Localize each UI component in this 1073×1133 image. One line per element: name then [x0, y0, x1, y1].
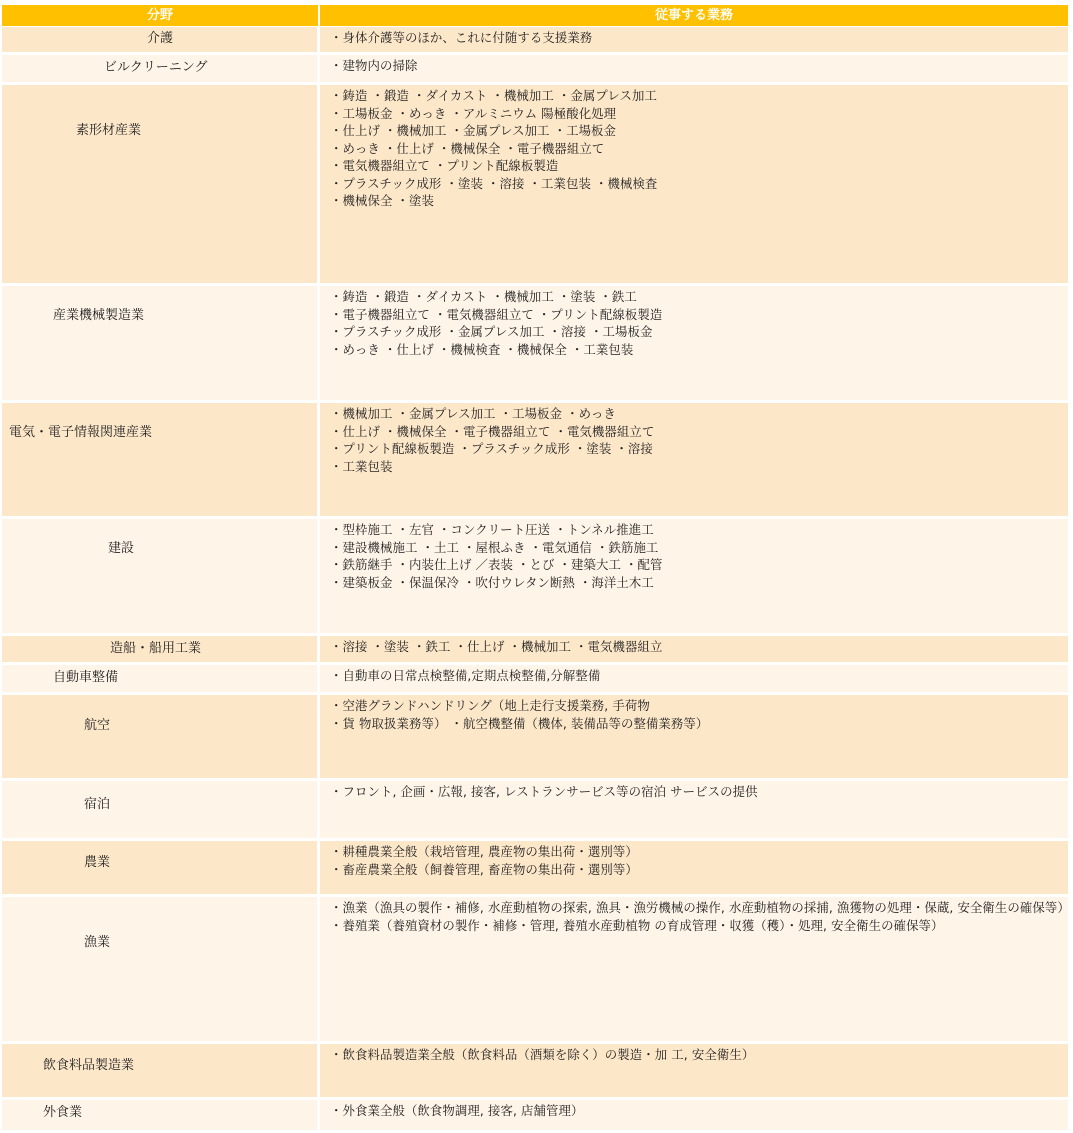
task-line: ・機械保全 ・塗装 [330, 193, 434, 208]
task-line: ・フロント, 企画・広報, 接客, レストランサービス等の宿泊 サービスの提供 [330, 784, 758, 799]
table-row [2, 636, 1068, 665]
task-line: ・漁業（漁具の製作・補修, 水産動植物の探索, 漁具・漁労機械の操作, 水産動植物の採捕, 漁獲物の処理・保蔵, 安全衛生の確保等） [330, 900, 1070, 915]
task-line: ・建設機械施工 ・土工 ・屋根ふき ・電気通信 ・鉄筋施工 [330, 539, 659, 555]
tasks-cell [320, 781, 1068, 838]
task-line: ・建物内の掃除 [330, 58, 418, 73]
field-cell [2, 403, 320, 516]
tasks-cell [320, 1100, 1068, 1130]
task-line: ・電気機器組立て ・プリント配線板製造 [330, 158, 559, 173]
field-cell [2, 636, 320, 662]
table-row [2, 27, 1068, 55]
task-line: ・電子機器組立て ・電気機器組立て ・プリント配線板製造 [330, 306, 663, 322]
task-line: ・耕種農業全般（栽培管理, 農産物の集出荷・選別等） [330, 844, 638, 859]
table-row [2, 85, 1068, 286]
tasks-cell [320, 695, 1068, 778]
task-line: ・型枠施工 ・左官 ・コンクリート圧送 ・トンネル推進工 [330, 522, 654, 537]
field-cell [2, 1044, 320, 1097]
table-row [2, 286, 1068, 403]
table-row [2, 1044, 1068, 1100]
task-line: ・めっき ・仕上げ ・機械検査 ・機械保全 ・工業包装 [330, 341, 634, 357]
task-line: ・鋳造 ・鍛造 ・ダイカスト ・機械加工 ・塗装 ・鉄工 [330, 289, 637, 304]
field-cell [2, 695, 320, 778]
task-line: ・溶接 ・塗装 ・鉄工 ・仕上げ ・機械加工 ・電気機器組立 [330, 639, 663, 654]
task-line: ・空港グランドハンドリング（地上走行支援業務, 手荷物 [330, 698, 650, 713]
field-cell [2, 781, 320, 838]
field-label: 飲食料品製造業 [43, 1058, 135, 1073]
task-line: ・プリント配線板製造 ・プラスチック成形 ・塗装 ・溶接 [330, 441, 653, 456]
tasks-cell [320, 286, 1068, 400]
table-row [2, 519, 1068, 636]
task-line: ・養殖業（養殖資材の製作・補修・管理, 養殖水産動植物 の育成管理・収獲（穫）・処理, 安全衛生の確保等） [330, 917, 944, 933]
field-label: 建設 [108, 541, 135, 556]
tasks-cell [320, 665, 1068, 692]
task-line: ・工業包装 [330, 458, 393, 474]
header-tasks: 従事する業務 [654, 8, 733, 23]
field-cell [2, 665, 320, 692]
table-row [2, 55, 1068, 85]
table-row [2, 665, 1068, 695]
field-label: 自動車整備 [53, 670, 119, 685]
table-row [2, 781, 1068, 841]
field-label: 介護 [147, 31, 174, 46]
task-line: ・プラスチック成形 ・金属プレス加工 ・溶接 ・工場板金 [330, 324, 653, 339]
field-label: 造船・船用工業 [110, 641, 202, 656]
tasks-cell [320, 27, 1068, 52]
field-cell [2, 841, 320, 894]
field-label: ビルクリーニング [104, 60, 208, 75]
field-cell [2, 1100, 320, 1130]
tasks-cell [320, 519, 1068, 633]
field-label: 宿泊 [84, 797, 111, 812]
task-line: ・プラスチック成形 ・塗装 ・溶接 ・工業包装 ・機械検査 [330, 175, 658, 191]
task-line: ・畜産農業全般（飼養管理, 畜産物の集出荷・選別等） [330, 861, 638, 877]
task-line: ・鋳造 ・鍛造 ・ダイカスト ・機械加工 ・金属プレス加工 [330, 88, 657, 103]
table-row [2, 695, 1068, 781]
task-line: ・貨 物取扱業務等） ・航空機整備（機体, 装備品等の整備業務等） [330, 715, 709, 731]
field-label: 農業 [84, 855, 111, 870]
task-line: ・建築板金 ・保温保冷 ・吹付ウレタン断熱 ・海洋土木工 [330, 574, 654, 590]
table-row [2, 1100, 1068, 1130]
task-line: ・仕上げ ・機械保全 ・電子機器組立て ・電気機器組立て [330, 423, 655, 439]
tasks-cell [320, 85, 1068, 283]
tasks-cell [320, 1044, 1068, 1097]
field-label: 電気・電子情報関連産業 [9, 425, 153, 440]
field-cell [2, 55, 320, 82]
skills-table [2, 5, 1068, 1130]
field-cell [2, 519, 320, 633]
task-line: ・外食業全般（飲食物調理, 接客, 店舗管理） [330, 1103, 584, 1118]
field-cell [2, 286, 320, 400]
tasks-cell [320, 636, 1068, 662]
task-line: ・飲食料品製造業全般（飲食料品（酒類を除く）の製造・加 工, 安全衛生） [330, 1047, 755, 1062]
field-label: 漁業 [84, 935, 111, 950]
task-line: ・鉄筋継手 ・内装仕上げ ／表装 ・とび ・建築大工 ・配管 [330, 557, 663, 572]
task-line: ・工場板金 ・めっき ・アルミニウム 陽極酸化処理 [330, 105, 617, 121]
field-label: 外食業 [43, 1105, 83, 1120]
task-line: ・機械加工 ・金属プレス加工 ・工場板金 ・めっき [330, 406, 616, 421]
tasks-cell [320, 897, 1068, 1041]
field-label: 航空 [84, 718, 111, 733]
task-line: ・身体介護等のほか、これに付随する支援業務 [330, 30, 593, 45]
table-row [2, 897, 1068, 1044]
tasks-cell [320, 403, 1068, 516]
table-row [2, 403, 1068, 519]
field-label: 素形材産業 [76, 123, 142, 138]
task-line: ・仕上げ ・機械加工 ・金属プレス加工 ・工場板金 [330, 123, 617, 138]
field-label: 産業機械製造業 [53, 308, 145, 323]
task-line: ・自動車の日常点検整備,定期点検整備,分解整備 [330, 668, 601, 683]
field-cell [2, 897, 320, 1041]
task-line: ・めっき ・仕上げ ・機械保全 ・電子機器組立て [330, 140, 605, 156]
field-cell [2, 85, 320, 283]
table-header [2, 5, 1068, 27]
header-field: 分野 [2, 5, 320, 26]
field-cell [2, 27, 320, 52]
tasks-cell [320, 841, 1068, 894]
table-row [2, 841, 1068, 897]
tasks-cell [320, 55, 1068, 82]
